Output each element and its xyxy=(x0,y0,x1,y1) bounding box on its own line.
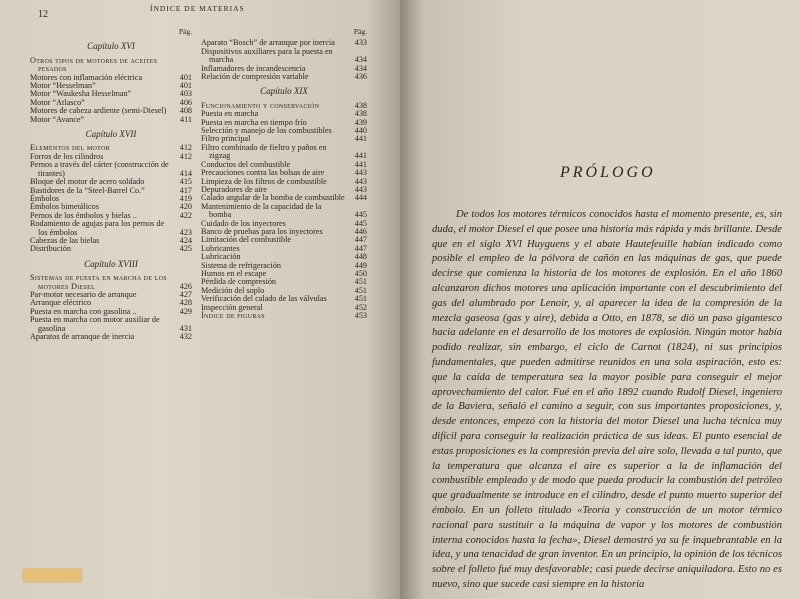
entry-page: 447 xyxy=(354,243,367,253)
entry-title: Humos en el escape xyxy=(201,268,267,278)
entry-page: 429 xyxy=(179,306,192,316)
entry-page: 445 xyxy=(354,218,367,228)
entry-title: Motores con inflamación eléctrica xyxy=(30,72,143,82)
entry-title: Motor “Avance” xyxy=(30,114,85,124)
index-entry xyxy=(30,220,192,237)
entry-title: Aparato “Bosch” de arranque por inercia xyxy=(201,38,335,48)
entry-page: 424 xyxy=(179,235,192,245)
index-entry xyxy=(30,333,192,341)
entry-page: 412 xyxy=(179,143,192,153)
entry-page: 438 xyxy=(354,109,367,119)
index-entry xyxy=(30,274,192,291)
entry-title: Pernos a través del cárter (construcción de tirantes) xyxy=(30,160,169,178)
entry-title: Forros de los cilindros xyxy=(30,151,104,161)
entry-title: Banco de pruebas para los inyectores xyxy=(201,226,323,236)
entry-title: Elementos del motor xyxy=(30,143,110,153)
entry-title: Par-motor necesario de arranque xyxy=(30,289,137,299)
prologue-title: PRÓLOGO xyxy=(560,164,656,181)
entry-title: Limitación del combustible xyxy=(201,235,292,245)
entry-title: Émbolos xyxy=(30,193,60,203)
index-entry xyxy=(201,48,367,65)
entry-title: Índice de figuras xyxy=(201,311,265,320)
index-entry xyxy=(30,161,192,178)
entry-page: 423 xyxy=(179,227,192,237)
entry-title: Pernos de los émbolos y bielas .. xyxy=(30,210,137,220)
pag-header: Pág. xyxy=(353,27,367,36)
entry-page: 453 xyxy=(354,311,367,320)
entry-page: 414 xyxy=(179,168,192,178)
entry-title: Puesta en marcha en tiempo frío xyxy=(201,117,307,127)
entry-page: 446 xyxy=(354,226,367,236)
entry-page: 406 xyxy=(179,97,192,107)
page-number: 12 xyxy=(38,9,48,20)
entry-page: 426 xyxy=(179,281,192,291)
entry-page: 403 xyxy=(179,89,192,99)
entry-title: Puesta en marcha con gasolina .. xyxy=(30,306,137,316)
index-column-1 xyxy=(30,28,192,341)
entry-page: 420 xyxy=(179,202,192,212)
entry-title: Bastidores de la “Steel-Barrel Co.” xyxy=(30,185,145,195)
entry-title: Distribución xyxy=(30,244,71,254)
entry-title: Émbolos bimetálicos xyxy=(30,202,99,212)
index-entry xyxy=(201,203,367,220)
entry-title: Conductos del combustible xyxy=(201,159,291,169)
entry-title: Mantenimiento de la capacidad de la bomba xyxy=(201,201,322,220)
watermark-logo: coisas xyxy=(22,568,83,583)
entry-page: 440 xyxy=(354,126,367,136)
entry-page: 439 xyxy=(354,117,367,127)
entry-page: 427 xyxy=(179,289,192,299)
entry-page: 451 xyxy=(354,277,367,287)
entry-title: Funcionamiento y conservación xyxy=(201,100,320,110)
entry-page: 412 xyxy=(179,151,192,161)
entry-page: 425 xyxy=(179,244,192,254)
entry-page: 434 xyxy=(354,63,367,73)
entry-title: Otros tipos de motores de aceites pesados xyxy=(30,55,158,74)
entry-page: 443 xyxy=(354,168,367,178)
entry-title: Puesta en marcha con motor auxiliar de gasolina xyxy=(30,315,160,333)
entry-title: Sistema de refrigeración xyxy=(201,260,282,270)
entry-title: Aparatos de arranque de inercia xyxy=(30,332,135,341)
entry-title: Filtro principal xyxy=(201,134,251,144)
entry-page: 441 xyxy=(354,159,367,169)
entry-page: 443 xyxy=(354,184,367,194)
entry-title: Motor “Waukesha Hesselman” xyxy=(30,89,132,99)
index-entry xyxy=(201,73,367,81)
entry-title: Cabezas de las bielas xyxy=(30,235,100,245)
chapter-heading: Capítulo XIX xyxy=(260,86,308,97)
entry-page: 447 xyxy=(354,235,367,245)
index-entry xyxy=(30,57,192,74)
entry-page: 428 xyxy=(179,298,192,308)
entry-title: Medición del soplo xyxy=(201,285,265,295)
entry-page: 444 xyxy=(354,193,367,203)
entry-title: Precauciones contra las bolsas de aire xyxy=(201,168,325,178)
entry-page: 451 xyxy=(354,294,367,304)
entry-page: 436 xyxy=(354,72,367,82)
chapter-heading: Capítulo XVIII xyxy=(84,258,138,269)
entry-page: 433 xyxy=(354,38,367,48)
prologue-text xyxy=(432,208,782,593)
entry-page: 401 xyxy=(179,72,192,82)
entry-title: Arranque eléctrico xyxy=(30,298,92,308)
entry-title: Depuradores de aire xyxy=(201,184,267,194)
entry-page: 438 xyxy=(354,100,367,110)
entry-page: 443 xyxy=(354,176,367,186)
entry-page: 449 xyxy=(354,260,367,270)
entry-page: 401 xyxy=(179,81,192,91)
entry-title: Calado angular de la bomba de combustible xyxy=(201,193,345,203)
entry-page: 445 xyxy=(354,210,367,220)
entry-title: Dispositivos auxiliares para la puesta en marcha xyxy=(201,46,333,65)
chapter-heading: Capítulo XVI xyxy=(87,41,135,52)
entry-title: Sistemas de puesta en marcha de los motores Diesel xyxy=(30,273,167,291)
entry-title: Rodamiento de agujas para los pernos de los émbolos xyxy=(30,219,165,237)
entry-title: Inspección general xyxy=(201,302,263,312)
entry-page: 419 xyxy=(179,193,192,203)
entry-page: 450 xyxy=(354,268,367,278)
entry-page: 448 xyxy=(354,252,367,262)
running-head: ÍNDICE DE MATERIAS xyxy=(150,4,245,13)
index-column-2 xyxy=(201,28,367,320)
right-page xyxy=(400,0,800,599)
entry-title: Puesta en marcha xyxy=(201,109,259,119)
index-entry xyxy=(201,144,367,161)
entry-title: Selección y manejo de los combustibles xyxy=(201,126,332,136)
entry-title: Lubricación xyxy=(201,252,241,262)
entry-title: Motor “Atlasco” xyxy=(30,97,85,107)
entry-page: 415 xyxy=(179,177,192,187)
entry-page: 417 xyxy=(179,185,192,195)
entry-title: Lubricantes xyxy=(201,243,240,253)
entry-title: Inflamadores de incandescencia xyxy=(201,63,306,73)
entry-title: Relación de compresión variable xyxy=(201,72,309,82)
entry-page: 451 xyxy=(354,285,367,295)
index-entry xyxy=(30,116,192,124)
entry-title: Motor “Hesselman” xyxy=(30,81,96,91)
chapter-heading: Capítulo XVII xyxy=(85,129,137,140)
entry-page: 408 xyxy=(179,106,192,116)
index-entry xyxy=(30,245,192,253)
entry-title: Bloque del motor de acero soldado xyxy=(30,177,145,187)
entry-page: 441 xyxy=(354,134,367,144)
entry-title: Filtro combinado de fieltro y paños en zigzag xyxy=(201,142,327,161)
entry-title: Cuidado de los inyectores xyxy=(201,218,286,228)
entry-title: Limpieza de los filtros de combustible xyxy=(201,176,327,186)
entry-page: 431 xyxy=(179,323,192,333)
entry-page: 422 xyxy=(179,210,192,220)
entry-page: 432 xyxy=(179,332,192,341)
pag-header: Pág. xyxy=(178,27,192,36)
entry-title: Pérdida de compresión xyxy=(201,277,277,287)
prologue-paragraph: De todos los motores térmicos conocidos hasta el momento presente, es, sin duda, el motor Diesel el que posee una historia más rápida y más brillante. Desde que en el siglo XVI Huyguens y el abate Hautefeuille habían indicado como posible el empleo de la pólvora de cañón en las máquinas de gas, que puede decirse que comienza la historia de los motores de explosión. En el año 1860 alcanzaron dichos motores una aplicación importante con el descubrimiento del gas del alumbrado por Lenoir, y, al aparecer la idea de la compresión de la mezcla gaseosa (gas y aire), debida a Otto, en 1878, se dió un paso gigantesco hacia adelante en el desarrollo de los motores de explosión. Ningún motor había podido realizar, sin embargo, el ciclo de Carnot (1824), ni sus principios fundamentales, que pueden admitirse reunidos en una sola aspiración, esto es: que la caída de temperatura sea la mayor posible para conseguir el mejor aprovechamiento del calor. Fué en el año 1892 cuando Rudolf Diesel, ingeniero de la Baviera, señaló el camino a seguir, con sus importantes proposiciones, y, desde entonces, empezó con la historia del motor Diesel una lucha técnica muy difícil para conseguir la realización práctica de sus ideas. El punto esencial de estas proposiciones es la compresión previa del aire solo, llevada a tal punto, que la temperatura que alcanza el aire es superior a la de inflamación del combustible empleado y de modo que pueda producir la combustión del petróleo que gradualmente se introduce en el cilindro, desde el punto muerto superior del émbolo. En un folleto titulado «Teoría y construcción de un motor térmico racional para sustituir a la máquina de vapor y los motores de combustión interna conocidos hasta la fecha», Diesel demostró ya su fe inquebrantable en la idea, y una tenacidad de gran inventor. En un principio, la opinión de los técnicos sobre el folleto fué muy desfavorable; casi puede decirse aniquiladora. Esto no es nuevo, sino que sucede casi siempre en la historia xyxy=(432,209,782,590)
entry-page: 411 xyxy=(180,114,192,124)
entry-page: 441 xyxy=(354,151,367,161)
entry-page: 434 xyxy=(354,55,367,65)
entry-title: Motores de cabeza ardiente (semi-Diesel) xyxy=(30,106,167,116)
index-entry xyxy=(201,312,367,320)
entry-title: Verificación del calado de las válvulas xyxy=(201,294,327,304)
index-entry xyxy=(30,316,192,333)
entry-page: 452 xyxy=(354,302,367,312)
